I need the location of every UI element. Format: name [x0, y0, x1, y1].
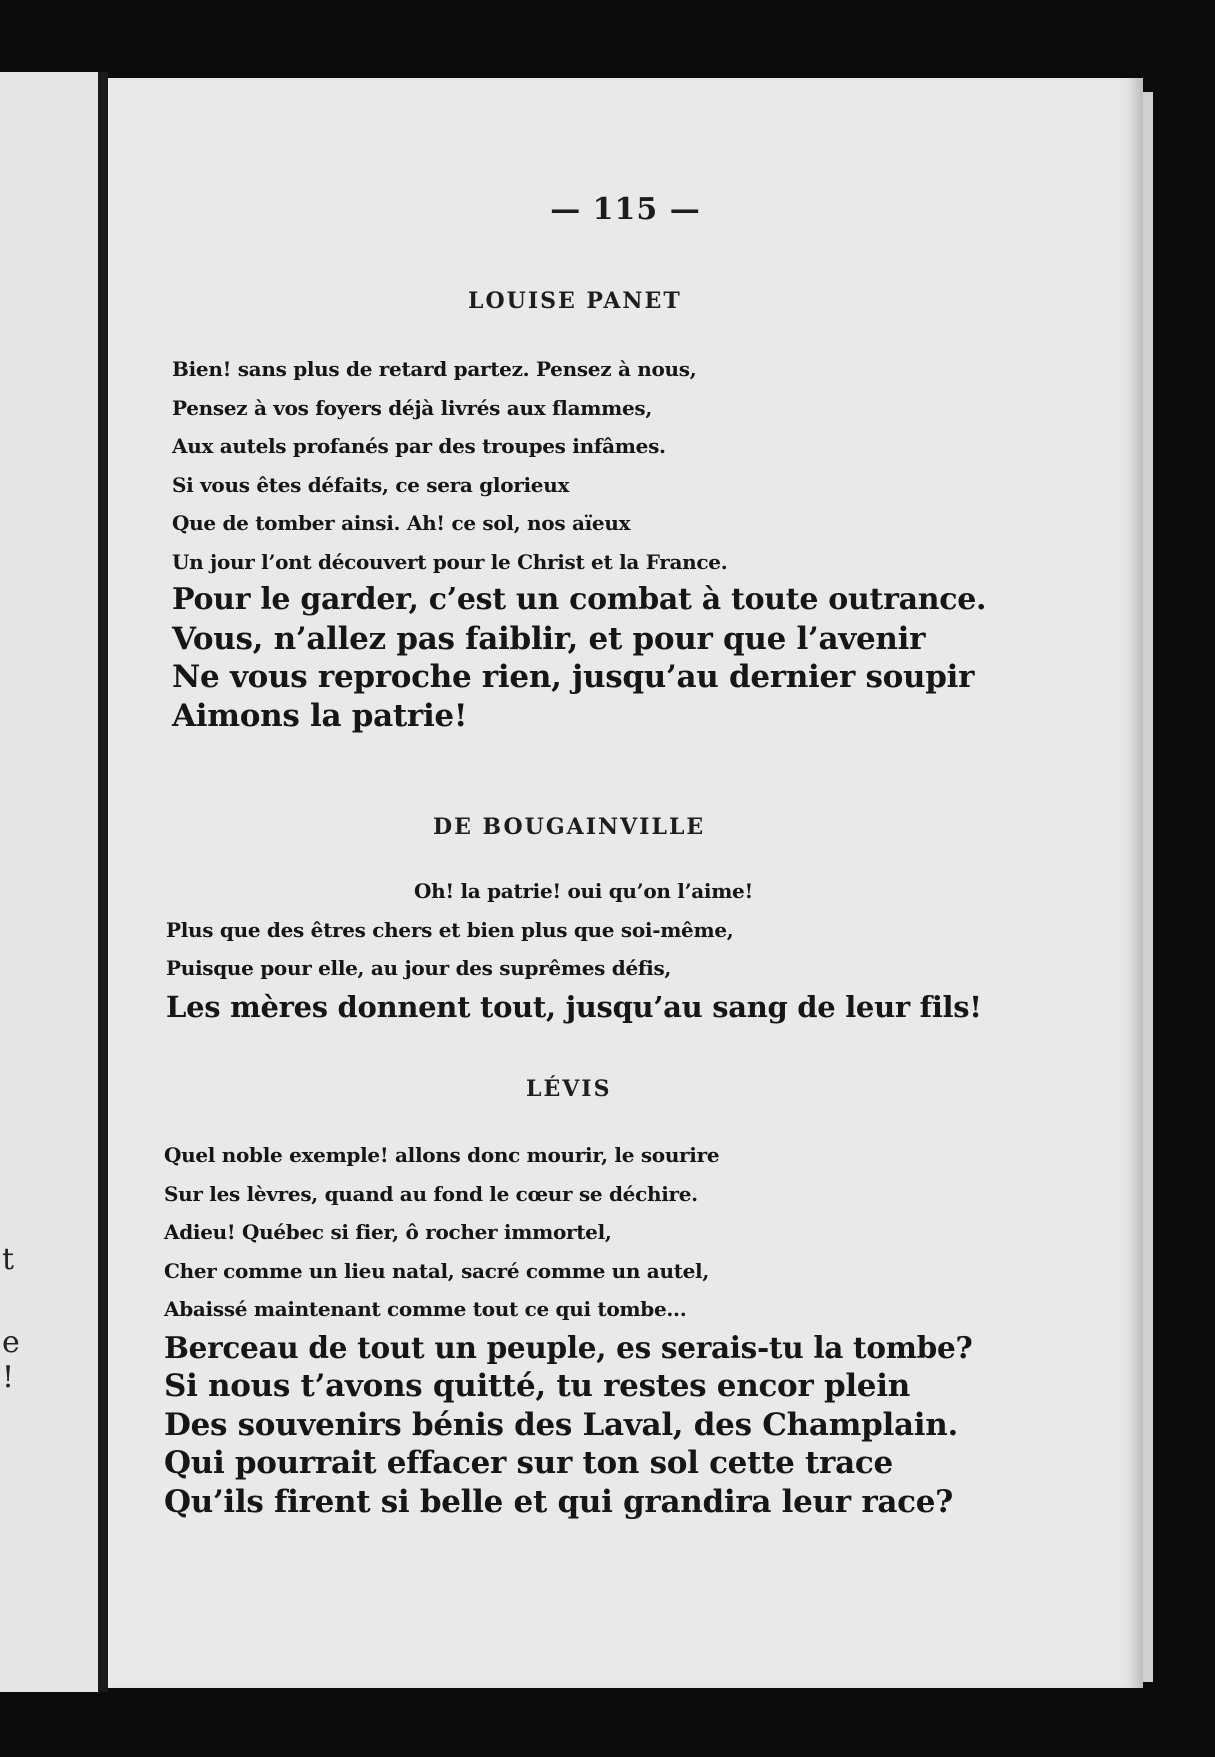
speaker-heading: LÉVIS	[526, 1076, 612, 1102]
speaker-heading: LOUISE PANET	[468, 288, 682, 314]
left-page-fragment: !	[2, 1360, 15, 1395]
verse-line: Abaissé maintenant comme tout ce qui tombe...	[164, 1297, 687, 1321]
verse-line: Un jour l’ont découvert pour le Christ et la France.	[172, 549, 728, 574]
verse-line: Cher comme un lieu natal, sacré comme un autel,	[164, 1258, 710, 1283]
verse-line: Quel noble exemple! allons donc mourir, le sourire	[164, 1143, 720, 1167]
verse-line: Pensez à vos foyers déjà livrés aux flammes,	[172, 395, 653, 420]
verse-line: Puisque pour elle, au jour des suprêmes défis,	[166, 956, 672, 980]
verse-line: Pour le garder, c’est un combat à toute outrance.	[172, 582, 987, 617]
verse-line: Si vous êtes défaits, ce sera glorieux	[172, 472, 570, 497]
verse-line: Aux autels profanés par des troupes infâmes.	[172, 434, 666, 458]
verse-line: Les mères donnent tout, jusqu’au sang de leur fils!	[166, 989, 982, 1024]
verse-line: Vous, n’allez pas faiblir, et pour que l’avenir	[172, 620, 926, 657]
book-page	[108, 78, 1143, 1688]
verse-line: Des souvenirs bénis des Laval, des Champlain.	[164, 1406, 958, 1443]
speaker-heading: DE BOUGAINVILLE	[433, 814, 706, 840]
verse-line: Aimons la patrie!	[172, 697, 468, 734]
verse-line: Berceau de tout un peuple, es serais-tu la tombe?	[164, 1329, 973, 1365]
verse-line: Adieu! Québec si fier, ô rocher immortel,	[164, 1220, 612, 1244]
verse-line: Bien! sans plus de retard partez. Pensez à nous,	[172, 357, 697, 381]
book-spine	[98, 72, 108, 1692]
verse-stanza	[164, 1136, 972, 1521]
verse-line: Ne vous reproche rien, jusqu’au dernier soupir	[172, 659, 975, 695]
verse-line: Si nous t’avons quitté, tu restes encor plein	[164, 1368, 910, 1404]
verse-line: Plus que des êtres chers et bien plus que soi-même,	[166, 917, 734, 942]
verse-line: Sur les lèvres, quand au fond le cœur se déchire.	[164, 1181, 698, 1206]
verse-stanza	[166, 872, 982, 1026]
page-number: — 115 —	[550, 192, 701, 227]
left-page-fragment: t	[2, 1242, 15, 1277]
left-page-edge	[0, 72, 98, 1692]
verse-stanza	[172, 350, 986, 735]
verse-line: Oh! la patrie! oui qu’on l’aime!	[414, 879, 753, 903]
left-page-fragment: e	[2, 1325, 20, 1360]
page-edge-shadow	[1143, 92, 1153, 1682]
verse-line: Qui pourrait effacer sur ton sol cette trace	[164, 1445, 893, 1481]
verse-line: Qu’ils firent si belle et qui grandira leur race?	[164, 1483, 953, 1520]
verse-line: Que de tomber ainsi. Ah! ce sol, nos aïeux	[172, 511, 631, 535]
